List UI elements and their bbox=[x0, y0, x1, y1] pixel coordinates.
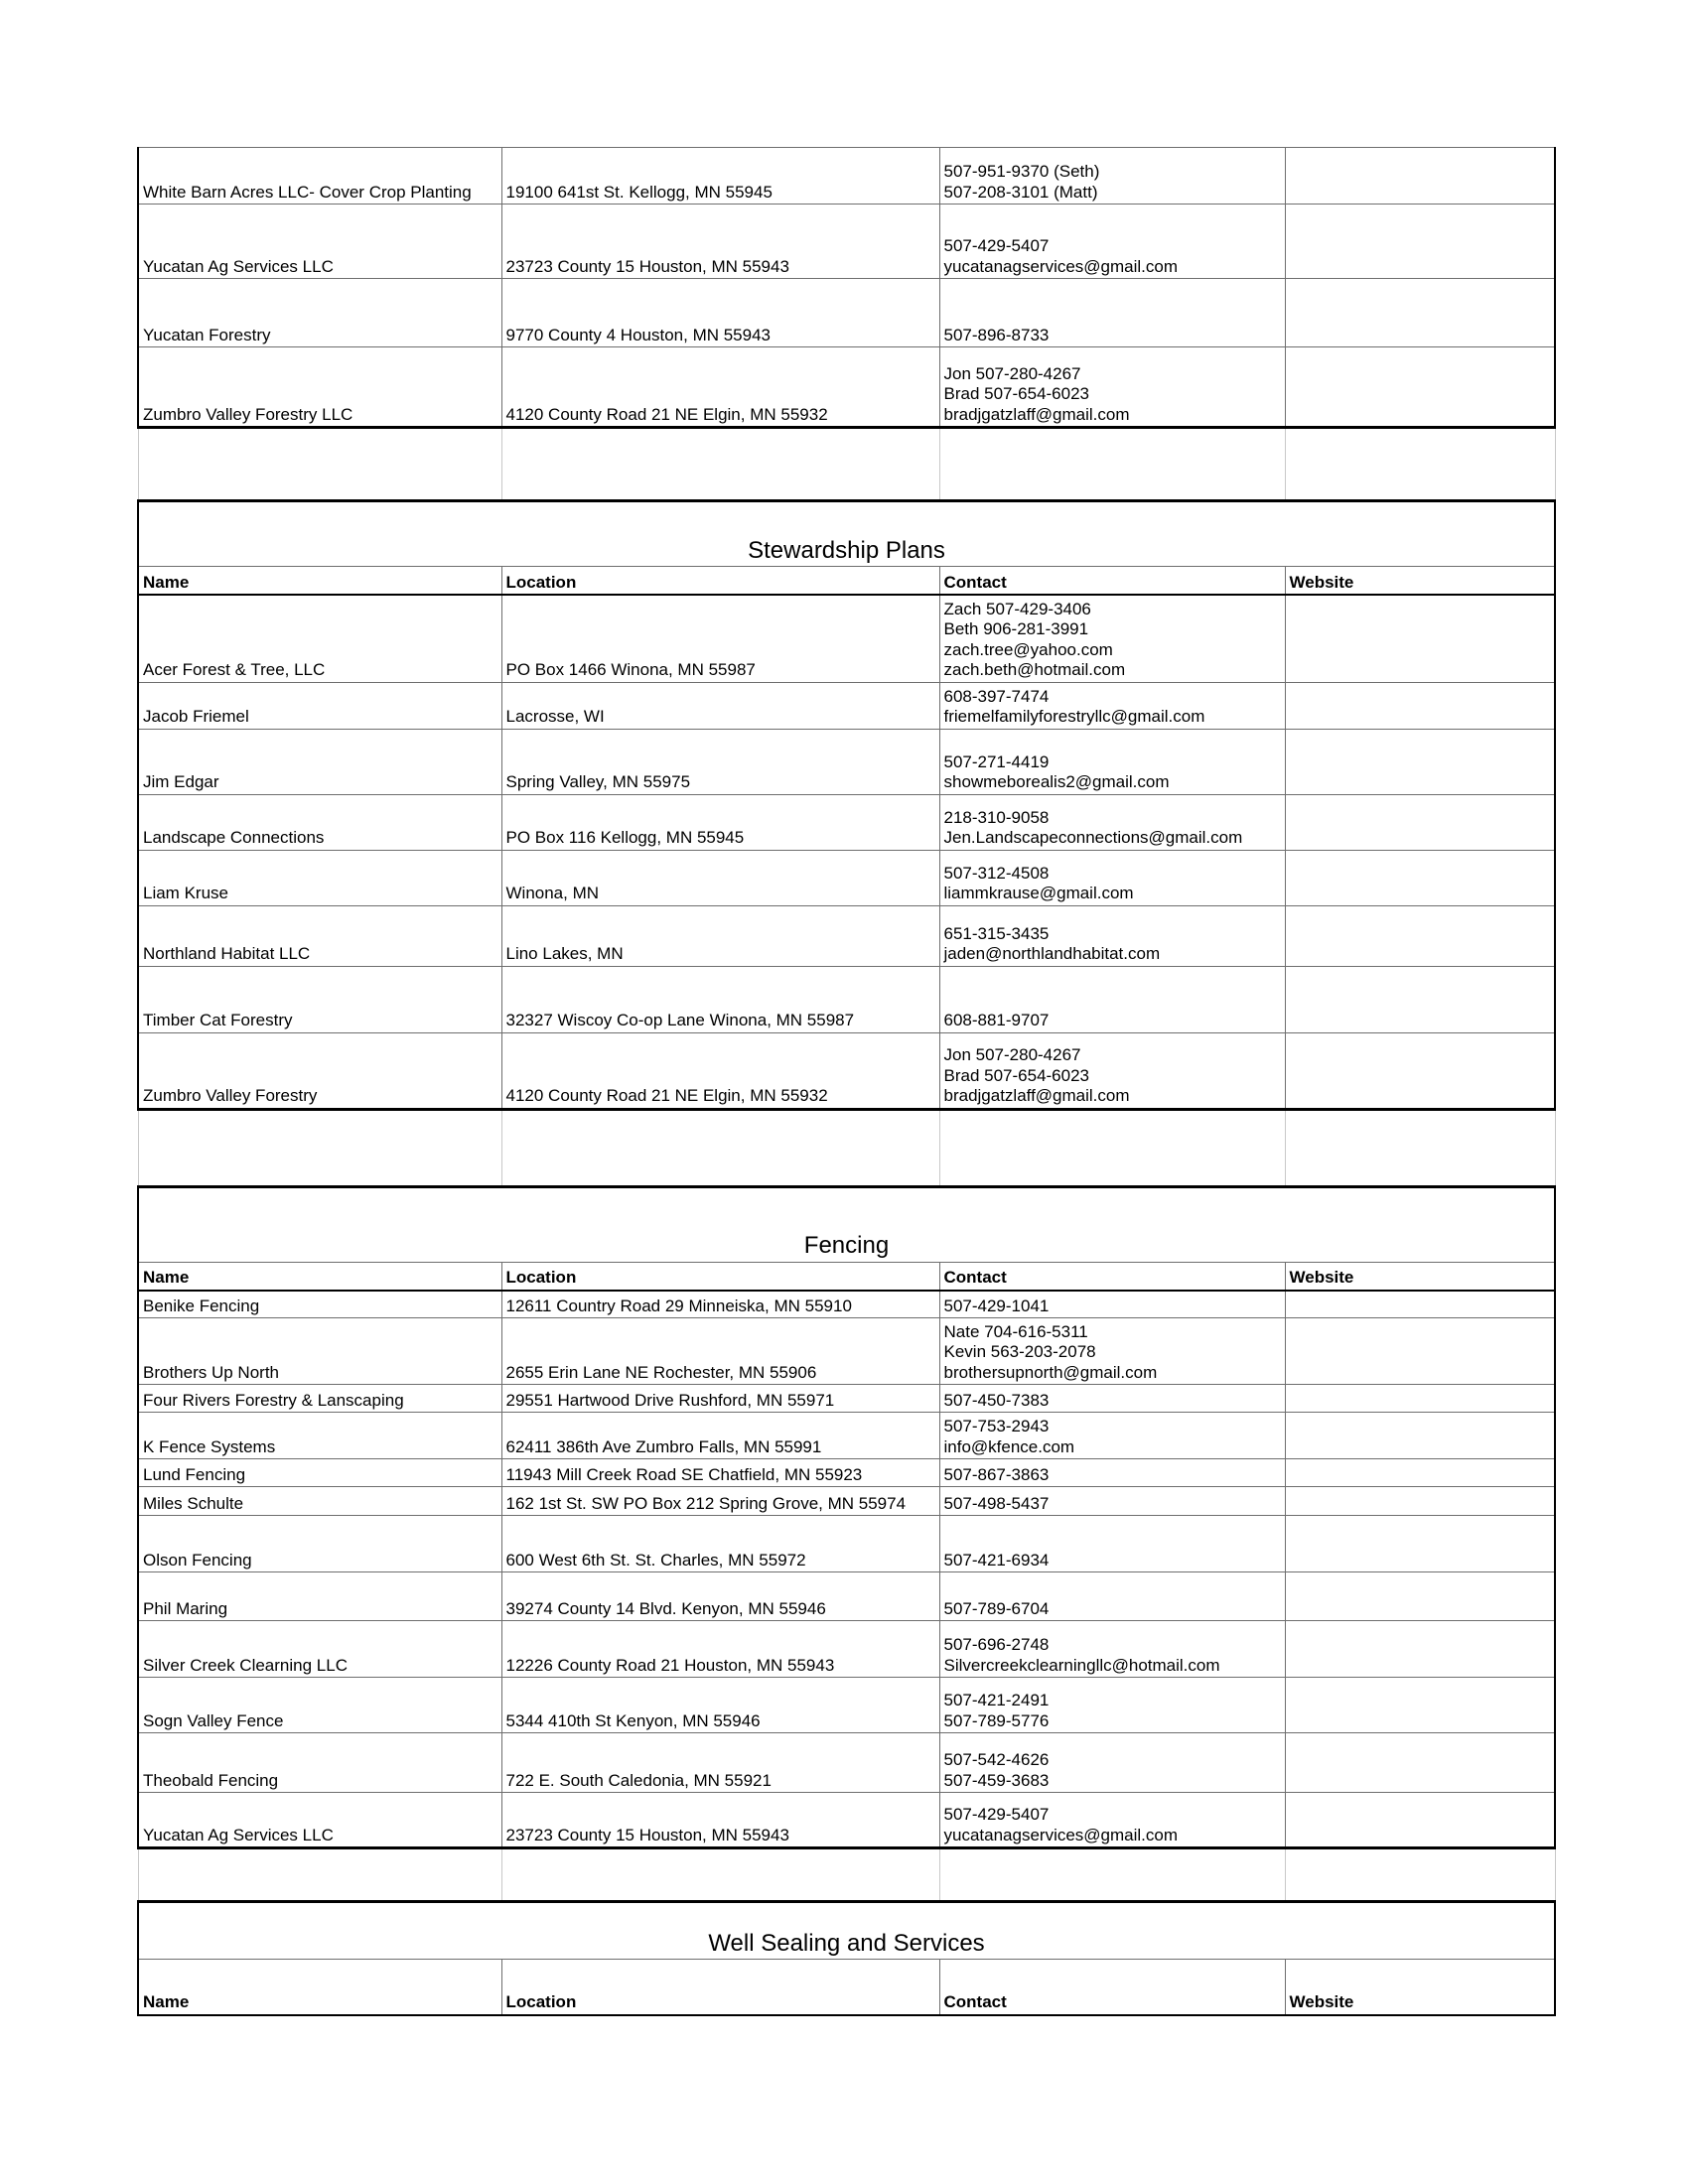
empty-cell bbox=[501, 428, 939, 501]
vendor-location-cell: 4120 County Road 21 NE Elgin, MN 55932 bbox=[501, 1032, 939, 1109]
vendor-contact-cell: 507-271-4419 showmeborealis2@gmail.com bbox=[939, 729, 1285, 794]
empty-cell bbox=[138, 1109, 501, 1186]
vendor-contact-cell: 507-421-6934 bbox=[939, 1516, 1285, 1572]
header-location: Location bbox=[501, 567, 939, 596]
vendor-name-cell: Timber Cat Forestry bbox=[138, 966, 501, 1032]
vendor-website-cell bbox=[1285, 347, 1555, 428]
vendor-location-cell: 32327 Wiscoy Co-op Lane Winona, MN 55987 bbox=[501, 966, 939, 1032]
vendor-website-cell bbox=[1285, 595, 1555, 682]
vendor-website-cell bbox=[1285, 1793, 1555, 1848]
vendor-website-cell bbox=[1285, 1621, 1555, 1678]
table-row bbox=[138, 1385, 1555, 1413]
header-contact: Contact bbox=[939, 1960, 1285, 2015]
vendor-contact-cell: 507-789-6704 bbox=[939, 1572, 1285, 1621]
vendor-contact-cell: 507-429-5407 yucatanagservices@gmail.com bbox=[939, 205, 1285, 279]
vendor-name-cell: Acer Forest & Tree, LLC bbox=[138, 595, 501, 682]
table-row bbox=[138, 1318, 1555, 1385]
vendor-website-cell bbox=[1285, 966, 1555, 1032]
vendor-website-cell bbox=[1285, 1516, 1555, 1572]
vendor-name-cell: Sogn Valley Fence bbox=[138, 1678, 501, 1733]
section-title-fencing: Fencing bbox=[138, 1186, 1555, 1262]
vendor-contact-cell: 507-696-2748 Silvercreekclearningllc@hotmail.com bbox=[939, 1621, 1285, 1678]
vendor-name-cell: Landscape Connections bbox=[138, 794, 501, 850]
vendor-location-cell: 62411 386th Ave Zumbro Falls, MN 55991 bbox=[501, 1413, 939, 1459]
vendor-name-cell: Lund Fencing bbox=[138, 1459, 501, 1487]
column-header-row bbox=[138, 1262, 1555, 1291]
column-header-row bbox=[138, 567, 1555, 596]
spreadsheet-page bbox=[137, 147, 1554, 2016]
vendor-contact-cell: 507-429-5407 yucatanagservices@gmail.com bbox=[939, 1793, 1285, 1848]
empty-cell bbox=[138, 1848, 501, 1902]
vendor-location-cell: PO Box 116 Kellogg, MN 55945 bbox=[501, 794, 939, 850]
vendor-website-cell bbox=[1285, 1733, 1555, 1793]
header-contact: Contact bbox=[939, 567, 1285, 596]
vendor-website-cell bbox=[1285, 1572, 1555, 1621]
vendor-location-cell: 29551 Hartwood Drive Rushford, MN 55971 bbox=[501, 1385, 939, 1413]
vendor-website-cell bbox=[1285, 850, 1555, 905]
vendor-name-cell: Liam Kruse bbox=[138, 850, 501, 905]
empty-cell bbox=[1285, 428, 1555, 501]
vendor-location-cell: 12611 Country Road 29 Minneiska, MN 55910 bbox=[501, 1291, 939, 1318]
header-website: Website bbox=[1285, 1262, 1555, 1291]
vendor-location-cell: 9770 County 4 Houston, MN 55943 bbox=[501, 279, 939, 347]
empty-cell bbox=[939, 428, 1285, 501]
vendor-location-cell: 19100 641st St. Kellogg, MN 55945 bbox=[501, 148, 939, 205]
vendor-contact-cell: 507-951-9370 (Seth) 507-208-3101 (Matt) bbox=[939, 148, 1285, 205]
vendor-name-cell: K Fence Systems bbox=[138, 1413, 501, 1459]
table-row bbox=[138, 1793, 1555, 1848]
vendor-contact-cell: 218-310-9058 Jen.Landscapeconnections@gmail.com bbox=[939, 794, 1285, 850]
vendor-contact-cell: 507-498-5437 bbox=[939, 1487, 1285, 1516]
header-website: Website bbox=[1285, 567, 1555, 596]
column-header-row bbox=[138, 1960, 1555, 2015]
empty-cell bbox=[501, 1848, 939, 1902]
vendor-location-cell: 722 E. South Caledonia, MN 55921 bbox=[501, 1733, 939, 1793]
vendor-website-cell bbox=[1285, 1459, 1555, 1487]
vendor-contact-cell: Zach 507-429-3406 Beth 906-281-3991 zach.tree@yahoo.com zach.beth@hotmail.com bbox=[939, 595, 1285, 682]
vendor-contact-cell: 507-753-2943 info@kfence.com bbox=[939, 1413, 1285, 1459]
table-row bbox=[138, 905, 1555, 966]
vendor-location-cell: Lacrosse, WI bbox=[501, 682, 939, 729]
vendor-name-cell: Yucatan Forestry bbox=[138, 279, 501, 347]
vendor-name-cell: Miles Schulte bbox=[138, 1487, 501, 1516]
vendor-name-cell: Jim Edgar bbox=[138, 729, 501, 794]
spacer-row bbox=[138, 1109, 1555, 1186]
vendor-location-cell: 39274 County 14 Blvd. Kenyon, MN 55946 bbox=[501, 1572, 939, 1621]
vendor-location-cell: Lino Lakes, MN bbox=[501, 905, 939, 966]
vendor-website-cell bbox=[1285, 1291, 1555, 1318]
vendor-location-cell: 23723 County 15 Houston, MN 55943 bbox=[501, 205, 939, 279]
empty-cell bbox=[939, 1109, 1285, 1186]
vendor-name-cell: Northland Habitat LLC bbox=[138, 905, 501, 966]
vendor-contact-cell: Jon 507-280-4267 Brad 507-654-6023 bradjgatzlaff@gmail.com bbox=[939, 347, 1285, 428]
table-row bbox=[138, 850, 1555, 905]
vendor-contact-cell: 507-542-4626 507-459-3683 bbox=[939, 1733, 1285, 1793]
vendor-website-cell bbox=[1285, 794, 1555, 850]
vendor-name-cell: Benike Fencing bbox=[138, 1291, 501, 1318]
vendor-contact-cell: Nate 704-616-5311 Kevin 563-203-2078 brothersupnorth@gmail.com bbox=[939, 1318, 1285, 1385]
table-row bbox=[138, 966, 1555, 1032]
vendor-website-cell bbox=[1285, 279, 1555, 347]
empty-cell bbox=[1285, 1109, 1555, 1186]
vendor-website-cell bbox=[1285, 1678, 1555, 1733]
vendor-contact-cell: 507-429-1041 bbox=[939, 1291, 1285, 1318]
vendor-name-cell: Olson Fencing bbox=[138, 1516, 501, 1572]
vendor-contact-cell: 507-312-4508 liammkrause@gmail.com bbox=[939, 850, 1285, 905]
vendor-location-cell: PO Box 1466 Winona, MN 55987 bbox=[501, 595, 939, 682]
table-row bbox=[138, 148, 1555, 205]
vendor-website-cell bbox=[1285, 729, 1555, 794]
vendor-location-cell: 600 West 6th St. St. Charles, MN 55972 bbox=[501, 1516, 939, 1572]
spacer-row bbox=[138, 428, 1555, 501]
table-row bbox=[138, 682, 1555, 729]
header-location: Location bbox=[501, 1262, 939, 1291]
section-title-well-sealing: Well Sealing and Services bbox=[138, 1902, 1555, 1960]
table-row bbox=[138, 1032, 1555, 1109]
table-row bbox=[138, 595, 1555, 682]
header-location: Location bbox=[501, 1960, 939, 2015]
empty-cell bbox=[1285, 1848, 1555, 1902]
vendor-name-cell: White Barn Acres LLC- Cover Crop Planting bbox=[138, 148, 501, 205]
table-row bbox=[138, 1733, 1555, 1793]
vendor-location-cell: 5344 410th St Kenyon, MN 55946 bbox=[501, 1678, 939, 1733]
table-row bbox=[138, 794, 1555, 850]
table-row bbox=[138, 1621, 1555, 1678]
table-row bbox=[138, 1413, 1555, 1459]
vendor-location-cell: 162 1st St. SW PO Box 212 Spring Grove, MN 55974 bbox=[501, 1487, 939, 1516]
spacer-row bbox=[138, 1848, 1555, 1902]
vendor-website-cell bbox=[1285, 905, 1555, 966]
vendor-contact-cell: 507-450-7383 bbox=[939, 1385, 1285, 1413]
vendor-website-cell bbox=[1285, 1385, 1555, 1413]
vendor-contact-cell: 608-397-7474 friemelfamilyforestryllc@gmail.com bbox=[939, 682, 1285, 729]
table-row bbox=[138, 1487, 1555, 1516]
section-title-stewardship-row bbox=[138, 501, 1555, 567]
header-name: Name bbox=[138, 1262, 501, 1291]
vendor-name-cell: Yucatan Ag Services LLC bbox=[138, 1793, 501, 1848]
header-contact: Contact bbox=[939, 1262, 1285, 1291]
vendor-website-cell bbox=[1285, 1413, 1555, 1459]
vendor-name-cell: Brothers Up North bbox=[138, 1318, 501, 1385]
empty-cell bbox=[501, 1109, 939, 1186]
vendor-website-cell bbox=[1285, 205, 1555, 279]
table-row bbox=[138, 279, 1555, 347]
vendor-website-cell bbox=[1285, 682, 1555, 729]
vendor-location-cell: Winona, MN bbox=[501, 850, 939, 905]
vendor-name-cell: Jacob Friemel bbox=[138, 682, 501, 729]
vendor-contact-cell: Jon 507-280-4267 Brad 507-654-6023 bradjgatzlaff@gmail.com bbox=[939, 1032, 1285, 1109]
vendor-website-cell bbox=[1285, 148, 1555, 205]
vendor-name-cell: Zumbro Valley Forestry bbox=[138, 1032, 501, 1109]
vendor-location-cell: 23723 County 15 Houston, MN 55943 bbox=[501, 1793, 939, 1848]
vendor-location-cell: Spring Valley, MN 55975 bbox=[501, 729, 939, 794]
vendor-website-cell bbox=[1285, 1032, 1555, 1109]
vendor-contact-cell: 608-881-9707 bbox=[939, 966, 1285, 1032]
table-row bbox=[138, 1459, 1555, 1487]
header-name: Name bbox=[138, 567, 501, 596]
vendor-contact-cell: 651-315-3435 jaden@northlandhabitat.com bbox=[939, 905, 1285, 966]
vendor-contact-cell: 507-421-2491 507-789-5776 bbox=[939, 1678, 1285, 1733]
section-title-well-sealing-row bbox=[138, 1902, 1555, 1960]
vendor-table bbox=[137, 147, 1556, 2016]
table-row bbox=[138, 1291, 1555, 1318]
vendor-name-cell: Silver Creek Clearning LLC bbox=[138, 1621, 501, 1678]
vendor-name-cell: Theobald Fencing bbox=[138, 1733, 501, 1793]
vendor-website-cell bbox=[1285, 1487, 1555, 1516]
vendor-website-cell bbox=[1285, 1318, 1555, 1385]
vendor-name-cell: Yucatan Ag Services LLC bbox=[138, 205, 501, 279]
table-row bbox=[138, 1678, 1555, 1733]
vendor-name-cell: Phil Maring bbox=[138, 1572, 501, 1621]
table-row bbox=[138, 729, 1555, 794]
vendor-name-cell: Zumbro Valley Forestry LLC bbox=[138, 347, 501, 428]
header-name: Name bbox=[138, 1960, 501, 2015]
header-website: Website bbox=[1285, 1960, 1555, 2015]
table-row bbox=[138, 205, 1555, 279]
table-row bbox=[138, 1516, 1555, 1572]
section-title-stewardship: Stewardship Plans bbox=[138, 501, 1555, 567]
vendor-location-cell: 11943 Mill Creek Road SE Chatfield, MN 55923 bbox=[501, 1459, 939, 1487]
table-row bbox=[138, 1572, 1555, 1621]
vendor-location-cell: 4120 County Road 21 NE Elgin, MN 55932 bbox=[501, 347, 939, 428]
vendor-contact-cell: 507-867-3863 bbox=[939, 1459, 1285, 1487]
table-row bbox=[138, 347, 1555, 428]
vendor-location-cell: 2655 Erin Lane NE Rochester, MN 55906 bbox=[501, 1318, 939, 1385]
empty-cell bbox=[138, 428, 501, 501]
section-title-fencing-row bbox=[138, 1186, 1555, 1262]
empty-cell bbox=[939, 1848, 1285, 1902]
vendor-name-cell: Four Rivers Forestry & Lanscaping bbox=[138, 1385, 501, 1413]
vendor-contact-cell: 507-896-8733 bbox=[939, 279, 1285, 347]
vendor-location-cell: 12226 County Road 21 Houston, MN 55943 bbox=[501, 1621, 939, 1678]
